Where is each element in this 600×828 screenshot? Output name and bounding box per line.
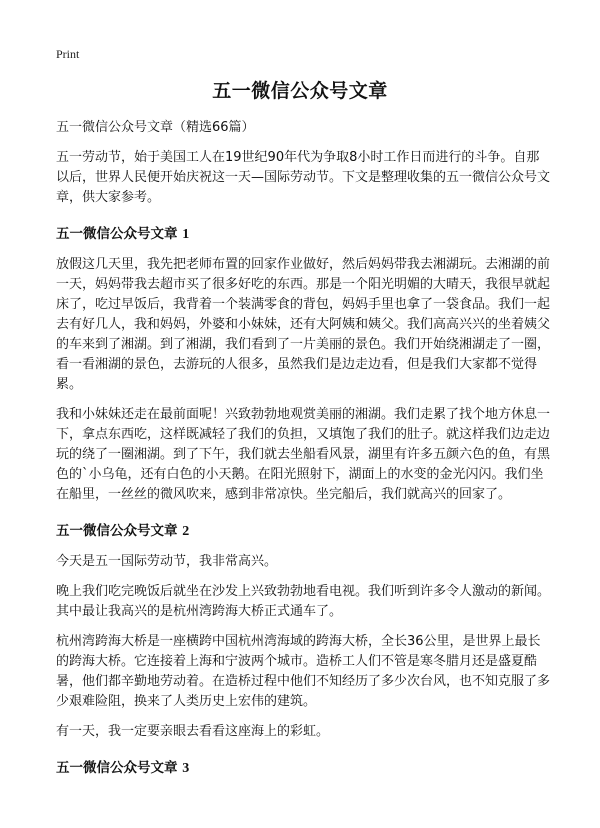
section-heading [56, 521, 550, 542]
print-link[interactable]: Print [56, 47, 80, 61]
section-heading-text: 五一微信公众号文章 [56, 523, 178, 539]
section-paragraph: 晚上我们吃完晚饭后就坐在沙发上兴致勃勃地看电视。我们听到许多令人激动的新闻。其中最让我高兴的是杭州湾跨海大桥正式通车了。 [56, 584, 551, 619]
section-2 [56, 521, 550, 742]
section-heading-number: 2 [182, 524, 190, 539]
section-heading-text: 五一微信公众号文章 [56, 760, 178, 776]
section-paragraph: 有一天，我一定要亲眼去看看这座海上的彩虹。 [56, 724, 330, 739]
section-paragraph: 放假这几天里，我先把老师布置的回家作业做好，然后妈妈带我去湘湖玩。去湘湖的前一天，妈妈带我去超市买了很多好吃的东西。那是一个阳光明媚的大晴天，我很早就起床了，吃过早饭后，我背着一个装满零食的背包，妈妈手里也拿了一袋食品。我们一起去有好几人，我和妈妈，外婆和小妹妹，还有大阿姨和姨父。我们高高兴兴的坐着姨父的车来到了湘湖。到了湘湖，我们看到了一片美丽的景色。我们开始绕湘湖走了一圈，看一看湘湖的景色，去游玩的人很多，虽然我们是边走边看，但是我们大家都不觉得累。 [56, 257, 551, 392]
section-paragraph: 杭州湾跨海大桥是一座横跨中国杭州湾海域的跨海大桥，全长36公里，是世界上最长的跨海大桥。它连接着上海和宁波两个城市。造桥工人们不管是寒冬腊月还是盛夏酷暑，他们都辛勤地劳动着。在造桥过程中他们不知经历了多少次台风，也不知克服了多少艰难险阻，换来了人类历史上宏伟的建筑。 [56, 634, 551, 709]
section-heading-text: 五一微信公众号文章 [56, 226, 178, 242]
intro-paragraph: 五一劳动节，始于美国工人在19世纪90年代为争取8小时工作日而进行的斗争。自那以后，世界人民便开始庆祝这一天—国际劳动节。下文是整理收集的五一微信公众号文章，供大家参考。 [56, 150, 551, 205]
section-heading-number: 3 [182, 761, 190, 776]
page-title: 五一微信公众号文章 [212, 80, 388, 102]
article-subtitle: 五一微信公众号文章（精选66篇） [56, 120, 255, 135]
section-heading-number: 1 [182, 227, 190, 242]
section-heading [56, 224, 550, 245]
section-paragraph: 我和小妹妹还走在最前面呢！兴致勃勃地观赏美丽的湘湖。我们走累了找个地方休息一下，拿点东西吃，这样既减轻了我们的负担，又填饱了我们的肚子。就这样我们边走边玩的绕了一圈湘湖。到了下午，我们就去坐船看风景，湖里有许多五颜六色的鱼，有黑色的`小乌龟，还有白色的小天鹅。在阳光照射下，湖面上的水变的金光闪闪。我们坐在船里，一丝丝的微风吹来，感到非常凉快。坐完船后，我们就高兴的回家了。 [56, 407, 551, 502]
section-heading [56, 758, 550, 779]
article-body [56, 118, 550, 789]
section-3 [56, 758, 550, 779]
section-paragraph: 今天是五一国际劳动节，我非常高兴。 [56, 554, 278, 569]
section-1 [56, 224, 550, 505]
